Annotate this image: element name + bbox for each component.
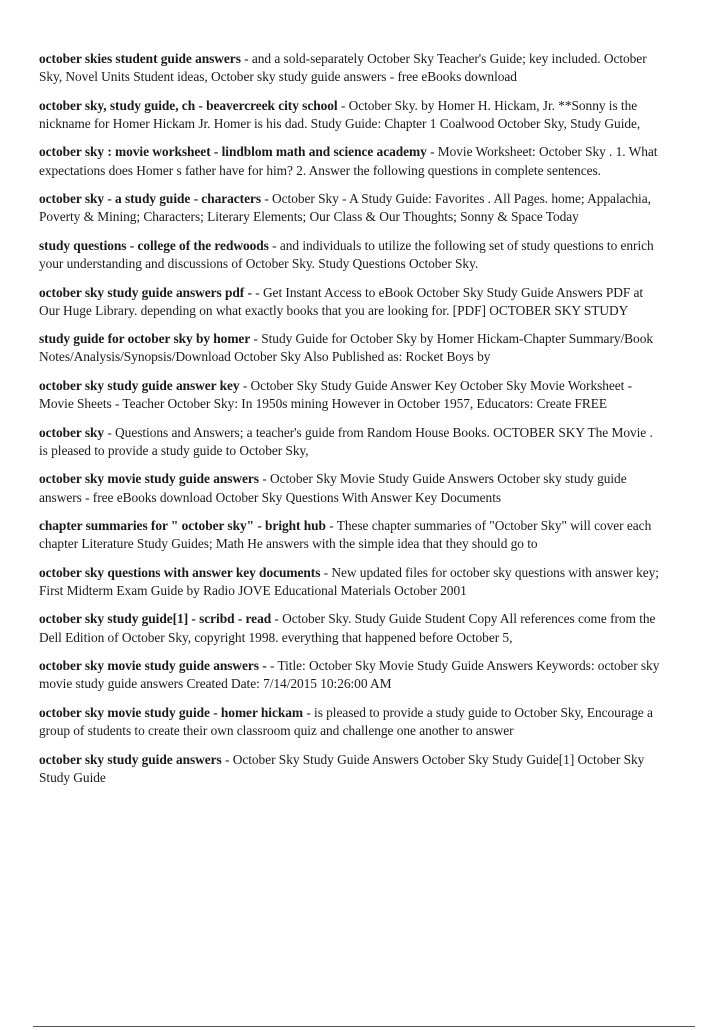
entry-14 (39, 657, 661, 693)
entry-text: - October Sky - A Study Guide: Favorites . All Pages. home; Appalachia, Poverty & Mining; Characters; Literary Elements; Our Class & Our Thoughts; Sonny & Space Today (39, 191, 651, 225)
entry-title: october sky - a study guide - characters (39, 191, 262, 207)
entry-9 (39, 424, 661, 460)
entry-12 (39, 564, 661, 600)
entry-text: - is pleased to provide a study guide to October Sky, Encourage a group of students to create their own classroom quiz and challenge one another to answer (39, 704, 653, 739)
entry-title: october sky study guide[1] - scribd - read (39, 611, 272, 627)
entry-11 (39, 517, 661, 553)
entry-title: october sky movie study guide - homer hickam (39, 704, 304, 720)
entry-text: - Study Guide for October Sky by Homer Hickam-Chapter Summary/Book Notes/Analysis/Synopsis/Download October Sky Also Published as: Rocket Boys by (39, 331, 653, 365)
entry-text: - and a sold-separately October Sky Teacher's Guide; key included. October Sky, Novel Units Student ideas, October sky study guide answers - free eBooks download (39, 51, 647, 85)
entry-title: study questions - college of the redwoods (39, 237, 269, 253)
entry-title: study guide for october sky by homer (39, 331, 251, 347)
entry-text: - Title: October Sky Movie Study Guide Answers Keywords: october sky movie study guide answers Created Date: 7/14/2015 10:26:00 AM (39, 658, 660, 692)
entry-title: chapter summaries for " october sky" - bright hub (39, 518, 326, 534)
entry-title: october sky movie study guide answers (39, 471, 259, 487)
entry-text: - October Sky Study Guide Answer Key October Sky Movie Worksheet - Movie Sheets - Teacher October Sky: In 1950s mining However in October 1957, Educators: Create FREE (39, 377, 633, 412)
entry-6 (39, 284, 661, 320)
entry-text: - and individuals to utilize the following set of study questions to enrich your understanding and discussions of October Sky. Study Questions October Sky. (39, 237, 654, 272)
entry-title: october sky, study guide, ch - beavercreek city school (39, 97, 338, 113)
entry-title: october sky movie study guide answers - (39, 658, 267, 674)
entry-8 (39, 377, 661, 413)
entry-15 (39, 704, 661, 740)
entry-list (39, 50, 661, 797)
entry-2 (39, 97, 661, 133)
entry-text: - October Sky Movie Study Guide Answers October sky study guide answers - free eBooks download October Sky Questions With Answer Key Documents (39, 471, 627, 505)
entry-4 (39, 190, 661, 226)
entry-7 (39, 330, 661, 366)
entry-text: - Get Instant Access to eBook October Sky Study Guide Answers PDF at Our Huge Library. depending on what exactly books that you are looking for. [PDF] OCTOBER SKY STUDY (39, 284, 644, 318)
entry-text: - Movie Worksheet: October Sky . 1. What expectations does Homer s father have for him? 2. Answer the following questions in complete sentences. (39, 144, 658, 178)
entry-text: - These chapter summaries of "October Sky" will cover each chapter Literature Study Guides; Math He answers with the simple idea that they should go to (39, 518, 652, 552)
entry-5 (39, 237, 661, 273)
entry-title: october sky (39, 424, 105, 440)
entry-title: october sky study guide answers (39, 751, 222, 767)
entry-text: - October Sky Study Guide Answers October Sky Study Guide[1] October Sky Study Guide (39, 751, 645, 785)
entry-text: - October Sky. by Homer H. Hickam, Jr. **Sonny is the nickname for Homer Hickam Jr. Homer is his dad. Study Guide: Chapter 1 Coalwood October Sky, Study Guide, (39, 97, 641, 131)
entry-3 (39, 143, 661, 179)
entry-16 (39, 751, 661, 787)
entry-title: october sky study guide answers pdf - (39, 284, 252, 300)
entry-title: october sky study guide answer key (39, 377, 240, 393)
entry-title: october sky questions with answer key documents (39, 564, 321, 580)
footer-divider (33, 1026, 695, 1027)
entry-title: october skies student guide answers (39, 51, 241, 66)
entry-1 (39, 50, 661, 86)
entry-title: october sky : movie worksheet - lindblom math and science academy (39, 144, 427, 160)
entry-text: - October Sky. Study Guide Student Copy All references come from the Dell Edition of October Sky, copyright 1998. everything that happened before October 5, (39, 611, 656, 645)
entry-text: - Questions and Answers; a teacher's guide from Random House Books. OCTOBER SKY The Movie . is pleased to provide a study guide to October Sky, (39, 424, 653, 458)
entry-13 (39, 610, 661, 646)
entry-text: - New updated files for october sky questions with answer key; First Midterm Exam Guide by Radio JOVE Educational Materials October 2001 (39, 564, 659, 598)
entry-10 (39, 470, 661, 506)
